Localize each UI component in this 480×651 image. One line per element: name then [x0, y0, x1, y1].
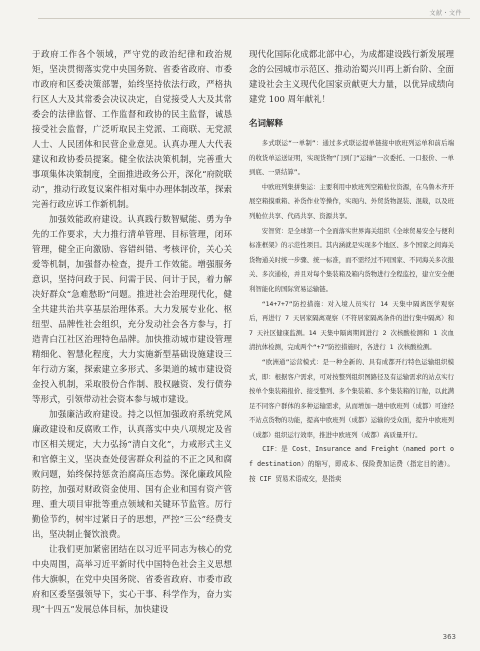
page-number: 363 [442, 633, 456, 641]
header-divider [38, 18, 470, 19]
right-column [249, 48, 454, 486]
body-paragraph: 加强效能政府建设。认真践行数智赋能、勇为争先的工作要求，大力推行清单管理、目标管理，闭环管理，健全正向激励、容错纠错、考核评价，关心关爱等机制，加强督办检查，提升工作效能。增强服务意识，坚持问政于民、问需于民、问计于民，着力解决好群众“急难愁盼”问题。推进社会治理现代化，健全共建共治共享基层治理体系。大力发展专业化、枢纽型、品牌性社会组织，充分发动社会各方参与，打造青白江社区治理特色品牌。加快推动城市建设管理精细化、智慧化程度，大力实施新型基础设施建设三年行动方案，探索建立多形式、多渠道的城市建设资金投入机制，采取股份合作制、股权融资、发行债券等形式，引领带动社会资本参与城市建设。 [32, 215, 232, 405]
glossary-item: “14+7+7”防控措施：对入境人员实行 14 天集中隔离医学观察后，再进行 7 天居家隔离观察（不符居家隔离条件的进行集中隔离）和 7 天社区健康监测。14 天集中隔离期间进行 2 次核酸检测和 1 次血清抗体检测，完成两个“+7”防控措施时，各进行 1 次核酸检测。 [249, 299, 454, 352]
glossary-item: CIF：是 Cost、Insurance and Freight（named port of destination）的缩写，即成本、保险费加运费（指定目的港）。按 CIF 贸易术语成交，是指卖 [249, 445, 454, 483]
body-paragraph: 于政府工作各个领域，严守党的政治纪律和政治规矩，坚决贯彻落实党中央国务院、省委省政府、市委市政府和区委决策部署，始终坚持依法行政，严格执行区人大及其常委会决议决定，自觉接受人大及其常委会的法律监督、工作监督和政协的民主监督，诚恳接受社会监督，广泛听取民主党派、工商联、无党派人士、人民团体和民营企业意见。认真办理人大代表建议和政协委员提案。健全依法决策机制，完善重大事项集体决策制度，全面推进政务公开，深化“府院联动”，推动行政复议案件相对集中办理体制改革，探索完善行政应诉工作新机制。 [32, 50, 232, 210]
body-paragraph: 让我们更加紧密团结在以习近平同志为核心的党中央周围，高举习近平新时代中国特色社会主义思想伟大旗帜，在党中央国务院、省委省政府、市委市政府和区委坚强领导下，实心干事、科学作为，奋力实现“十四五”发展总体目标，加快建设 [32, 545, 232, 615]
glossary-item: 中欧班列集拼集运：主要利用中欧班列空箱舱位资源，在乌鲁木齐开展空箱摸重箱、补货作业等操作，实现内、外贸货物混装、混载，以及班列舱位共享、代码共享、资源共享。 [249, 182, 454, 220]
glossary-item: 安智贸：是全球第一个全面落实世界海关组织《全球贸易安全与便利标准框架》的示范性项目。其内涵就是实现多个地区、多个国家之间海关货物通关时统一步骤、统一标准，而不需经过不同国家、不同海关多次报关、多次通检，并且对每个集装箱及箱内货物进行全程监控，建立安全便利智能化的国际贸易运输链。 [249, 226, 454, 293]
glossary-item: 多式联运“一单制”：通过多式联运提单链接中欧班列运单和前后端的收货单运送证明，实现货物“门到门”运输“一次委托、一口报价、一单到底、一票结算”。 [249, 139, 454, 177]
body-paragraph: 现代化国际化成都北部中心，为成都建设践行新发展理念的公园城市示范区、推动治蜀兴川再上新台阶、全面建设社会主义现代化国家贡献更大力量，以优异成绩向建党 100 周年献礼！ [249, 50, 454, 105]
body-paragraph: 加强廉洁政府建设。持之以恒加强政府系统党风廉政建设和反腐败工作，认真落实中央八项规定及省市区相关规定，大力弘扬“清白文化”，力戒形式主义和官僚主义，坚决查处侵害群众利益的不正之风和腐败问题，始终保持惩贪治腐高压态势。深化廉政风险防控，加强对财政资金使用、国有企业和国有资产管理、重大项目审批等重点领域和关键环节监管。厉行勤俭节约，树牢过紧日子的思想，严控“三公”经费支出，坚决制止餐饮浪费。 [32, 410, 232, 540]
section-tag: 文献・文件 [429, 10, 462, 17]
glossary [249, 136, 454, 486]
left-column [32, 48, 232, 618]
glossary-item: “欧洲通”运营模式：是一种全新的、具有成都开行特色运输组织模式，即：根据客户需求，可对按整列组织图路径及有运输需求的站点实行按单个集装箱报价、接受整列、多个集装箱、多个集装箱的订舱，以此满足不同客户群体的多种运输需求，从而增加一趟中欧班列（成都）可途经不站点货物的功能，提高中欧班列（成都）运输的受众面，提升中欧班列（成都）组织运行效率，推进中欧班列（成都）高质量开行。 [249, 357, 454, 439]
glossary-heading: 名词解释 [249, 119, 284, 129]
